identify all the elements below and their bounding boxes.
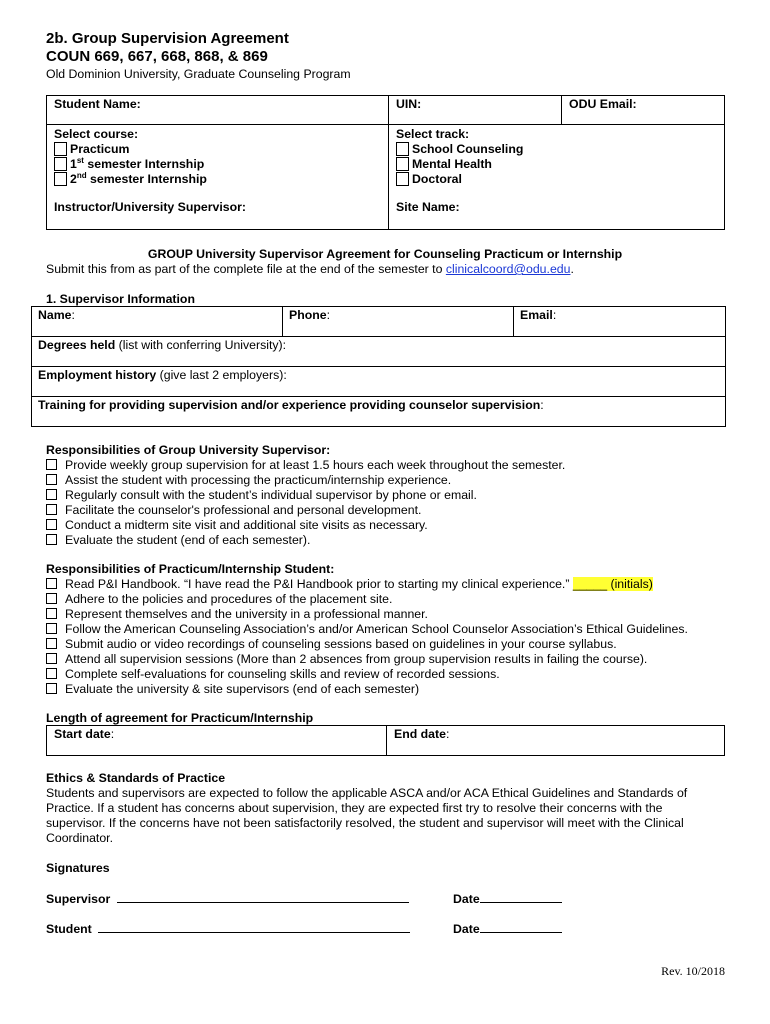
submit-instructions: Submit this from as part of the complete file at the end of the semester to clinicalcoord@odu.edu. [46, 262, 574, 276]
checkbox-icon[interactable] [46, 623, 57, 634]
list-item: Regularly consult with the student’s individual supervisor by phone or email. [46, 488, 565, 503]
supervisor-signature-line[interactable] [117, 890, 409, 903]
supervisor-email-cell[interactable]: Email: [514, 307, 726, 337]
uin-label: UIN: [396, 97, 422, 111]
course-option-first-internship[interactable]: 1st semester Internship [54, 157, 381, 172]
length-table [46, 725, 725, 756]
checkbox-icon[interactable] [396, 142, 409, 156]
supervisor-signature-label: Supervisor [46, 892, 111, 906]
ethics-paragraph: Students and supervisors are expected to follow the applicable ASCA and/or ACA Ethical Guidelines and Standards of Practice. If a student has concerns about supervision, they are expected first try to resolve their concerns with the supervisor. If the concerns have not been satisfactorily resolved, the student and supervisor will meet with the Clinical Coordinator. [46, 786, 688, 845]
course-numbers: COUN 669, 667, 668, 868, & 869 [46, 48, 268, 65]
start-date-cell[interactable]: Start date: [47, 726, 387, 756]
list-item: Facilitate the counselor's professional and personal development. [46, 503, 565, 518]
revision-label: Rev. 10/2018 [661, 964, 725, 978]
list-item: Assist the student with processing the practicum/internship experience. [46, 473, 565, 488]
instructor-label: Instructor/University Supervisor: [54, 200, 247, 214]
course-option-practicum[interactable]: Practicum [54, 142, 381, 157]
initials-field[interactable]: _____ (initials) [572, 577, 653, 591]
supervisor-info-table [31, 306, 726, 427]
checkbox-icon[interactable] [46, 534, 57, 545]
supervisor-responsibilities-section [46, 443, 565, 548]
student-signature-row [46, 920, 410, 937]
institution-name: Old Dominion University, Graduate Counseling Program [46, 67, 351, 81]
list-item: Evaluate the student (end of each semester). [46, 533, 565, 548]
agreement-heading: GROUP University Supervisor Agreement for Counseling Practicum or Internship [147, 247, 623, 261]
track-option-school-counseling[interactable]: School Counseling [396, 142, 717, 157]
checkbox-icon[interactable] [46, 459, 57, 470]
degrees-held-cell[interactable]: Degrees held (list with conferring University): [32, 337, 726, 367]
track-option-doctoral[interactable]: Doctoral [396, 172, 717, 187]
list-item: Submit audio or video recordings of counseling sessions based on guidelines in your course syllabus. [46, 637, 688, 652]
course-option-second-internship[interactable]: 2nd semester Internship [54, 172, 381, 187]
document-title: 2b. Group Supervision Agreement [46, 30, 289, 47]
list-item: Read P&I Handbook. “I have read the P&I Handbook prior to starting my clinical experience.” _____ (initials) [46, 577, 688, 592]
checkbox-icon[interactable] [46, 668, 57, 679]
supervisor-info-heading: 1. Supervisor Information [46, 292, 195, 306]
select-track-label: Select track: [396, 127, 470, 141]
student-name-label: Student Name: [54, 97, 141, 111]
student-responsibilities-section [46, 562, 688, 697]
training-cell[interactable]: Training for providing supervision and/or experience providing counselor supervision: [32, 397, 726, 427]
clinical-coord-email-link[interactable]: clinicalcoord@odu.edu [445, 262, 571, 276]
site-name-label: Site Name: [396, 200, 460, 214]
list-item: Follow the American Counseling Association’s and/or American School Counselor Association’s Ethical Guidelines. [46, 622, 688, 637]
list-item: Complete self-evaluations for counseling skills and review of recorded sessions. [46, 667, 688, 682]
select-course-label: Select course: [54, 127, 139, 141]
student-responsibilities-heading: Responsibilities of Practicum/Internship Student: [46, 562, 335, 576]
checkbox-icon[interactable] [46, 638, 57, 649]
ethics-heading: Ethics & Standards of Practice [46, 771, 226, 785]
supervisor-date-row [453, 890, 562, 907]
odu-email-label: ODU Email: [569, 97, 637, 111]
supervisor-phone-cell[interactable]: Phone: [283, 307, 514, 337]
checkbox-icon[interactable] [46, 578, 57, 589]
checkbox-icon[interactable] [46, 593, 57, 604]
student-signature-line[interactable] [98, 920, 410, 933]
list-item: Conduct a midterm site visit and additional site visits as necessary. [46, 518, 565, 533]
odu-email-cell[interactable] [562, 96, 725, 125]
checkbox-icon[interactable] [46, 474, 57, 485]
signatures-heading: Signatures [46, 861, 110, 875]
student-date-line[interactable] [480, 920, 562, 933]
list-item: Provide weekly group supervision for at least 1.5 hours each week throughout the semester. [46, 458, 565, 473]
checkbox-icon[interactable] [46, 519, 57, 530]
track-select-cell [389, 125, 725, 230]
student-info-table [46, 95, 725, 230]
student-date-label: Date [453, 922, 480, 936]
checkbox-icon[interactable] [46, 683, 57, 694]
checkbox-icon[interactable] [54, 172, 67, 186]
checkbox-icon[interactable] [46, 608, 57, 619]
student-signature-label: Student [46, 922, 92, 936]
course-select-cell [47, 125, 389, 230]
checkbox-icon[interactable] [46, 504, 57, 515]
student-date-row [453, 920, 562, 937]
checkbox-icon[interactable] [46, 489, 57, 500]
supervisor-date-line[interactable] [480, 890, 562, 903]
end-date-cell[interactable]: End date: [387, 726, 725, 756]
checkbox-icon[interactable] [54, 157, 67, 171]
list-item: Represent themselves and the university in a professional manner. [46, 607, 688, 622]
student-name-cell[interactable] [47, 96, 389, 125]
checkbox-icon[interactable] [396, 157, 409, 171]
list-item: Evaluate the university & site supervisors (end of each semester) [46, 682, 688, 697]
employment-history-cell[interactable]: Employment history (give last 2 employers): [32, 367, 726, 397]
checkbox-icon[interactable] [46, 653, 57, 664]
supervisor-date-label: Date [453, 892, 480, 906]
checkbox-icon[interactable] [54, 142, 67, 156]
checkbox-icon[interactable] [396, 172, 409, 186]
track-option-mental-health[interactable]: Mental Health [396, 157, 717, 172]
supervisor-signature-row [46, 890, 409, 907]
supervisor-responsibilities-heading: Responsibilities of Group University Supervisor: [46, 443, 331, 457]
supervisor-name-cell[interactable]: Name: [32, 307, 283, 337]
list-item: Attend all supervision sessions (More than 2 absences from group supervision results in failing the course). [46, 652, 688, 667]
list-item: Adhere to the policies and procedures of the placement site. [46, 592, 688, 607]
uin-cell[interactable] [389, 96, 562, 125]
length-heading: Length of agreement for Practicum/Internship [46, 711, 314, 725]
